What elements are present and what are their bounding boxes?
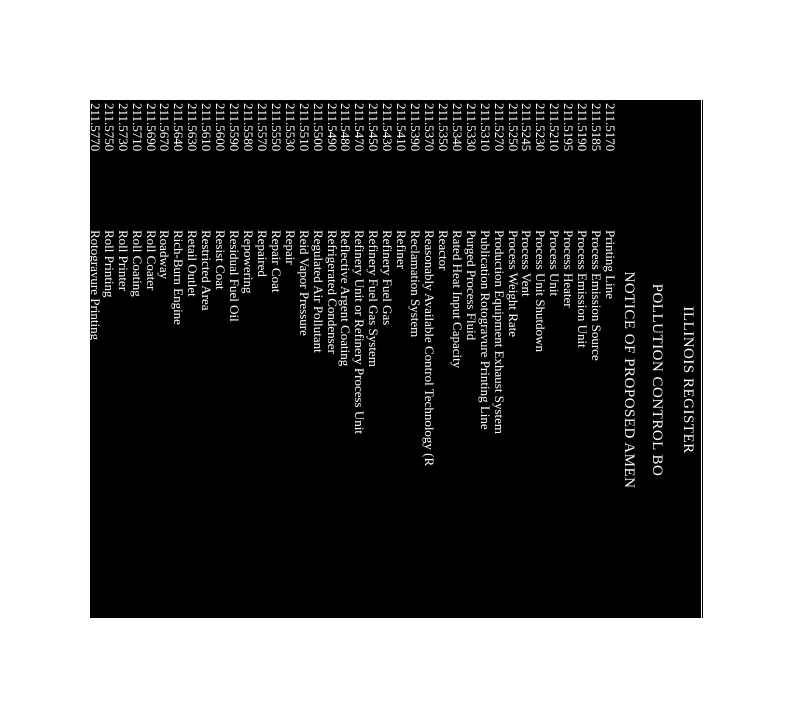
register-header: ILLINOIS REGISTER [680, 306, 696, 454]
section-term: Process Heater [561, 230, 577, 308]
section-row [241, 100, 255, 720]
section-term: Refinery Fuel Gas System [366, 230, 382, 367]
section-number: 211.5510 [296, 103, 312, 152]
section-term: Printing Line [603, 230, 618, 299]
section-row [436, 100, 450, 720]
section-number: 211.5710 [129, 103, 145, 152]
section-row [88, 100, 102, 720]
section-term: Reactor [435, 230, 451, 271]
section-row [227, 100, 241, 720]
section-number: 211.5600 [213, 103, 229, 152]
section-number: 211.5185 [589, 103, 605, 152]
board-header: POLLUTION CONTROL BO [649, 283, 665, 477]
section-number: 211.5530 [282, 103, 298, 152]
section-row [199, 100, 213, 720]
section-number: 211.5580 [241, 103, 257, 152]
section-term: Repowering [241, 230, 257, 294]
section-term: Refinery Fuel Gas [380, 230, 396, 326]
section-term: Process Unit [547, 230, 563, 297]
section-term: Refrigerated Condenser [324, 230, 340, 354]
scanned-page [73, 100, 703, 618]
section-term: Purged Process Fluid [463, 230, 479, 341]
section-row [352, 100, 366, 720]
section-number: 211.5690 [143, 103, 159, 152]
section-number: 211.5640 [171, 103, 187, 152]
section-row [450, 100, 464, 720]
section-number: 211.5390 [408, 103, 424, 152]
section-number: 211.5750 [101, 103, 117, 152]
section-number: 211.5230 [533, 103, 549, 152]
section-row [172, 100, 186, 720]
section-term: Roadway [157, 230, 173, 280]
section-term: Rated Heat Input Capacity [449, 230, 465, 369]
section-term: Regulated Air Pollutant [310, 230, 326, 353]
section-number: 211.5790 [73, 103, 89, 152]
section-number: 211.5250 [505, 103, 521, 152]
section-row [311, 100, 325, 720]
section-row [547, 100, 561, 720]
section-term: Roll Coater [143, 230, 159, 291]
section-row [533, 100, 547, 720]
section-row [408, 100, 422, 720]
section-row [255, 100, 269, 720]
section-term: Repaired [254, 230, 270, 277]
section-number: 211.5350 [435, 103, 451, 152]
section-term: Reflective Argent Coating [338, 230, 354, 367]
section-number: 211.5610 [199, 103, 215, 152]
section-row [506, 100, 520, 720]
section-row [325, 100, 339, 720]
section-number: 211.5190 [575, 103, 591, 152]
section-row [492, 100, 506, 720]
section-term: Roll Coating [129, 230, 145, 297]
section-number: 211.5195 [561, 103, 577, 152]
section-row [339, 100, 353, 720]
section-term: Repair [282, 230, 298, 265]
section-number: 211.5490 [324, 103, 340, 152]
section-term: Process Weight Rate [505, 230, 521, 338]
section-row [269, 100, 283, 720]
section-row [213, 100, 227, 720]
section-row [185, 100, 199, 720]
section-list [74, 100, 617, 720]
section-number: 211.5770 [87, 103, 103, 152]
section-row [297, 100, 311, 720]
section-term: Process Unit Shutdown [533, 230, 549, 353]
section-number: 211.5310 [477, 103, 493, 152]
section-number: 211.5370 [422, 103, 438, 152]
section-number: 211.5590 [227, 103, 243, 152]
section-number: 211.5170 [603, 103, 618, 152]
section-row [116, 100, 130, 720]
section-number: 211.5245 [519, 103, 535, 152]
section-row [102, 100, 116, 720]
section-number: 211.5450 [366, 103, 382, 152]
section-number: 211.5550 [268, 103, 284, 152]
section-row [366, 100, 380, 720]
section-term: Retail Outlet [185, 230, 201, 297]
section-number: 211.5630 [185, 103, 201, 152]
section-term: Refiner [394, 230, 410, 269]
section-number: 211.5480 [338, 103, 354, 152]
section-row [520, 100, 534, 720]
section-row [74, 100, 88, 720]
section-row [144, 100, 158, 720]
section-row [130, 100, 144, 720]
section-row [589, 100, 603, 720]
section-number: 211.5500 [310, 103, 326, 152]
header-rule [701, 100, 702, 618]
section-term: Reclamation System [408, 230, 424, 338]
section-number: 211.5430 [380, 103, 396, 152]
section-term: Reid Vapor Pressure [296, 230, 312, 336]
section-row [422, 100, 436, 720]
section-number: 211.5470 [352, 103, 368, 152]
section-row [603, 100, 617, 720]
section-term: Production Equipment Exhaust System [491, 230, 507, 435]
rotated-page-content [73, 100, 703, 618]
section-term: Rotogravure Printing [87, 230, 103, 341]
section-term: Refinery Unit or Refinery Process Unit [352, 230, 368, 434]
section-term: Rotogravure Printing Line [73, 230, 89, 368]
section-term: Repair Coat [268, 230, 284, 293]
section-number: 211.5270 [491, 103, 507, 152]
section-term: Roll Printing [101, 230, 117, 298]
section-term: Publication Rotogravure Printing Line [477, 230, 493, 430]
section-term: Resist Coat [213, 230, 229, 290]
section-term: Process Emission Unit [575, 230, 591, 348]
section-row [380, 100, 394, 720]
section-row [561, 100, 575, 720]
section-number: 211.5410 [394, 103, 410, 152]
section-term: Reasonably Available Control Technology (R [422, 230, 438, 467]
section-number: 211.5670 [157, 103, 173, 152]
section-term: Process Emission Source [589, 230, 605, 361]
section-term: Roll Printer [115, 230, 131, 292]
section-row [575, 100, 589, 720]
section-number: 211.5210 [547, 103, 563, 152]
section-row [478, 100, 492, 720]
section-row [394, 100, 408, 720]
section-term: Restricted Area [199, 230, 215, 311]
section-term: Process Vent [519, 230, 535, 297]
section-row [464, 100, 478, 720]
section-row [158, 100, 172, 720]
section-number: 211.5340 [449, 103, 465, 152]
section-term: Rich-Burn Engine [171, 230, 187, 325]
section-number: 211.5730 [115, 103, 131, 152]
section-row [283, 100, 297, 720]
section-number: 211.5330 [463, 103, 479, 152]
notice-header: NOTICE OF PROPOSED AMEN [621, 271, 637, 489]
section-number: 211.5570 [254, 103, 270, 152]
section-term: Residual Fuel Oil [227, 230, 243, 322]
